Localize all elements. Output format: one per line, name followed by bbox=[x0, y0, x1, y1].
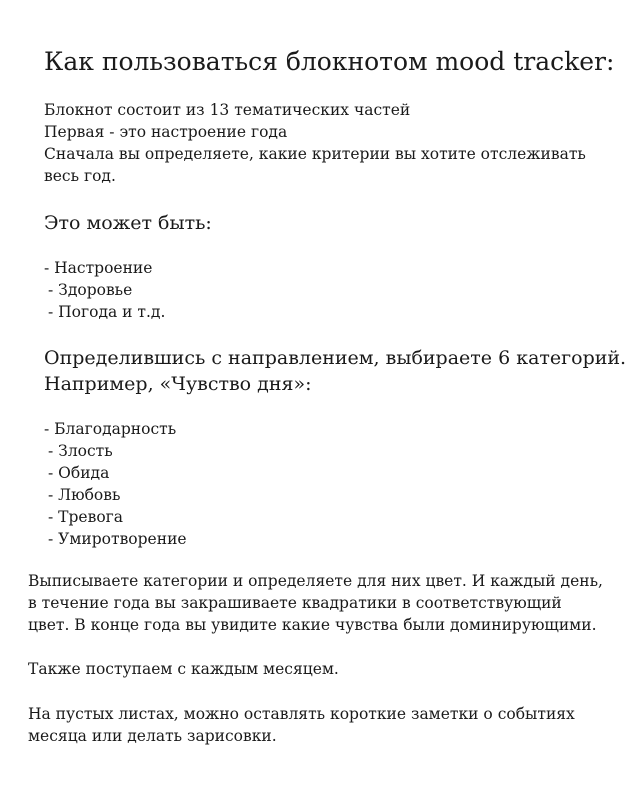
examples-list bbox=[44, 257, 165, 323]
list-item: - Благодарность bbox=[44, 420, 177, 438]
list-item: - Тревога bbox=[48, 508, 124, 526]
categories-heading-line-2: Например, «Чувство дня»: bbox=[44, 373, 312, 395]
intro-line-3: Сначала вы определяете, какие критерии вы хотите отслеживать весь год. bbox=[44, 145, 586, 185]
examples-heading: Это может быть: bbox=[44, 212, 212, 234]
intro-line-2: Первая - это настроение года bbox=[44, 123, 288, 141]
paragraph-colors: Выписываете категории и определяете для них цвет. И каждый день, в течение года вы закрашиваете квадратики в соответствующий цвет. В конце года вы увидите какие чувства были доминирующими. bbox=[28, 572, 603, 634]
categories-heading bbox=[44, 345, 626, 397]
list-item: - Обида bbox=[48, 464, 110, 482]
list-item: - Погода и т.д. bbox=[48, 303, 166, 321]
page-title: Как пользоваться блокнотом mood tracker: bbox=[44, 47, 615, 76]
paragraph-notes: На пустых листах, можно оставлять короткие заметки о событиях месяца или делать зарисовки. bbox=[28, 705, 575, 745]
categories-heading-line-1: Определившись с направлением, выбираете 6 категорий. bbox=[44, 347, 626, 369]
list-item: - Злость bbox=[48, 442, 113, 460]
intro-line-1: Блокнот состоит из 13 тематических частей bbox=[44, 101, 411, 119]
list-item: - Здоровье bbox=[48, 281, 133, 299]
list-item: - Умиротворение bbox=[48, 530, 187, 548]
paragraph-monthly: Также поступаем с каждым месяцем. bbox=[28, 660, 339, 678]
list-item: - Любовь bbox=[48, 486, 121, 504]
intro-block bbox=[44, 99, 604, 187]
categories-list bbox=[44, 418, 187, 550]
list-item: - Настроение bbox=[44, 259, 153, 277]
